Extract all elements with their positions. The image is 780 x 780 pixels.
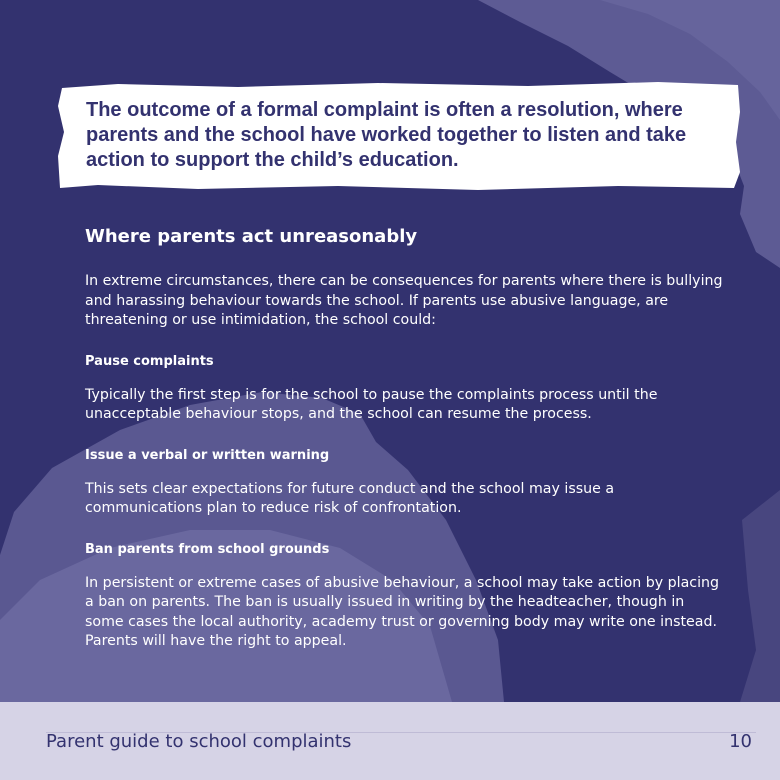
footer-title: Parent guide to school complaints [46, 731, 352, 752]
item-title-ban: Ban parents from school grounds [85, 541, 330, 557]
item-body-ban: In persistent or extreme cases of abusive behaviour, a school may take action by placing a ban on parents. The ban is usually issued in writing by the headteacher, though in some cases the local authority, academy trust or governing body may write one instead. Parents will have the right to appeal. [85, 574, 720, 649]
page-number: 10 [729, 731, 752, 752]
paint-stroke-right [740, 490, 780, 702]
section-intro: In extreme circumstances, there can be consequences for parents where there is bullying and harassing behaviour towards the school. If parents use abusive language, are threatening or use intimidation, the school could: [85, 273, 723, 328]
item-body-warning: This sets clear expectations for future conduct and the school may issue a communications plan to reduce risk of confrontation. [85, 480, 615, 516]
item-title-pause: Pause complaints [85, 353, 214, 369]
callout-box [58, 82, 740, 190]
callout-text: The outcome of a formal complaint is often a resolution, where parents and the school have worked together to listen and take action to support the child’s education. [86, 99, 687, 171]
footer [0, 702, 780, 780]
section-heading: Where parents act unreasonably [85, 226, 418, 247]
item-title-warning: Issue a verbal or written warning [85, 447, 330, 463]
section-content [85, 224, 725, 652]
item-body-pause: Typically the first step is for the school to pause the complaints process until the unacceptable behaviour stops, and the school can resume the process. [85, 386, 658, 422]
